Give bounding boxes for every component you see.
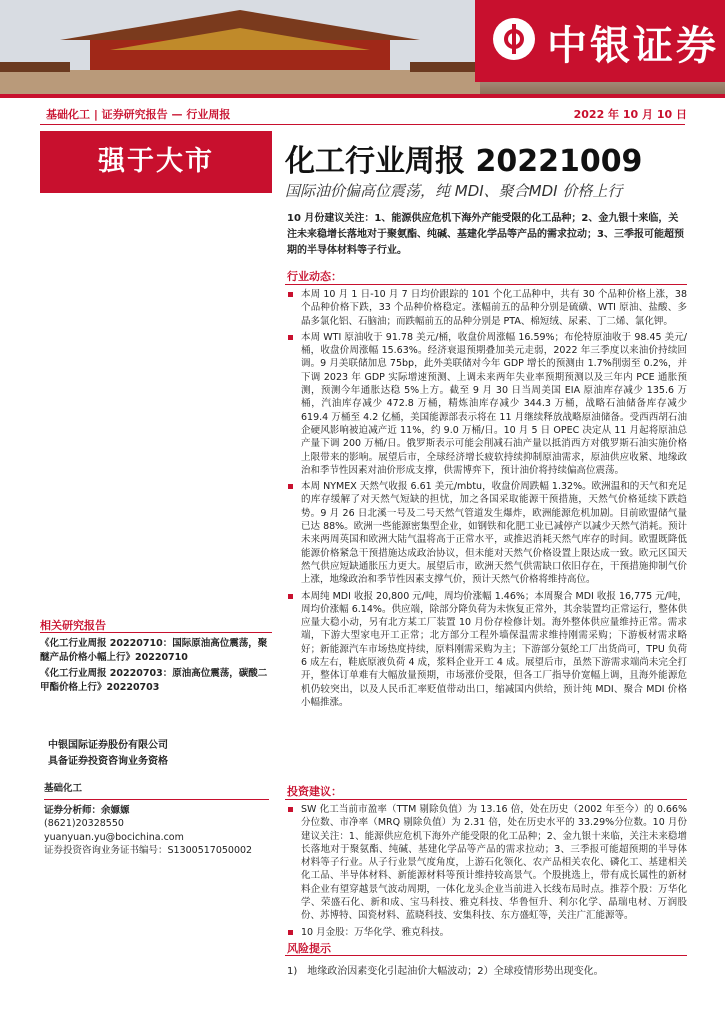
section-divider	[285, 799, 687, 800]
related-reports-heading: 相关研究报告	[40, 619, 106, 632]
summary-paragraph: 10 月份建议关注：1、能源供应危机下海外产能受限的化工品种；2、金九银十来临，关注未来稳增长落地对于聚氨酯、纯碱、基建化学品等产品的需求拉动；3、三季报可能超预期的半导体材料等子行业。	[287, 213, 684, 256]
brand-logo	[475, 0, 725, 82]
report-title: 化工行业周报 20221009	[285, 144, 643, 179]
list-item: SW 化工当前市盈率（TTM 剔除负值）为 13.16 倍，处在历史（2002 年至今）的 0.66%分位数、市净率（MRQ 剔除负值）为 2.31 倍，处在历史水平的 33.29%分位数。10 月份建议关注：1、能源供应危机下海外产能受限的化工品种；2、金九银十来临，关注未来稳增长落地对于聚氨酯、纯碱、基建化学品等产品的需求拉动；3、三季报可能超预期的半导体材料等子行业。从子行业景气度角度，上游石化领化、农产品相关农化、磷化工、基建相关化工品、半导体材料、新能源材料等预计维持较高景气。个股挑选上，带有成长属性的新材料企业有望穿越景气波动周期，一体化龙头企业当前进入长线布局时点。推荐个股：万华化学、荣盛石化、新和成、宝马科技、雅克科技、华鲁恒升、利尔化学、晶瑞电材、万润股份、苏博特、国瓷材料、蓝晓科技、安集科技、东方盛虹等，关注广汇能源等。	[285, 803, 687, 923]
list-item: 本周纯 MDI 收报 20,800 元/吨，周均价涨幅 1.46%；本周聚合 MDI 收报 16,775 元/吨，周均价涨幅 6.14%。供应端，除部分降负荷为未恢复正常外，其余装置均正常运行，整体供应量大稳小动，另有北方某工厂装置 10 月份存检修计划。海外整体供应量维持正常。需求端，下游大型家电开工正常；北方部分工程外墙保温需求维持刚需采购；下游板材需求略好；新能源汽车市场热度持续，原料刚需采购为主；下游部分氨纶工厂出货尚可，TPU 负荷 6 成左右，鞋底原液负荷 4 成，浆料企业开工 4 成。展望后市，虽然下游需求端尚未完全打开，整体订单难有大幅放量预期，市场涨价受限，但各工厂指导价宽幅上调，且海外能源危机仍较突出，以及人民币汇率贬值带动出口，缩减国内供给，预计纯 MDI、聚合 MDI 价格小幅推涨。	[285, 590, 687, 710]
investment-bullet-list	[285, 803, 687, 942]
header-banner-photo	[0, 0, 725, 95]
breadcrumb: 基础化工 | 证券研究报告 — 行业周报	[46, 108, 231, 121]
palace-illustration	[0, 0, 480, 95]
list-item: 本周 NYMEX 天然气收报 6.61 美元/mbtu，收盘价周跌幅 1.32%。欧洲温和的天气和充足的库存缓解了对天然气短缺的担忧，加之各国采取能源干预措施，天然气价格延续下跌趋势。9 月 26 日北溪一号及二号天然气管道发生爆炸，欧洲能源危机加剧。目前欧盟储气量已达 88%。欧洲一些能源密集型企业，如钢铁和化肥工业已减停产以减少天然气消耗。预计未来两周英国和欧洲大陆气温将高于正常水平，或推迟消耗天然气库存的时间。欧盟既降低能源价格紧急干预措施达成政治协议，但未能对天然气价格设置上限达成一致。欧元区国天然气供应短缺通胀压力更大。展望后市，欧洲天然气供需缺口依旧存在，干预措施抑制气价上涨，地缘政治和季节性因素支撑气价，预计天然气价格将维持高位。	[285, 480, 687, 586]
related-report-link[interactable]: 《化工行业周报 20220710：国际原油高位震荡，聚醚产品价格小幅上行》20220710	[40, 638, 268, 663]
list-item: 10 月金股：万华化学、雅克科技。	[285, 926, 687, 939]
header-divider	[0, 94, 725, 98]
divider	[40, 124, 685, 125]
org-qualification: 具备证券投资咨询业务资格	[48, 755, 168, 767]
list-item: 本周 10 月 1 日-10 月 7 日均价跟踪的 101 个化工品种中，共有 30 个品种价格上涨，38 个品种价格下跌，33 个品种价格稳定。涨幅前五的品种分别是硫磺、WTI 原油、盐酸、多晶多氯化铝、石脑油；而跌幅前五的品种分别是 PTA、棉短绒、尿素、丁二烯、氯化钾。	[285, 288, 687, 328]
related-report-link[interactable]: 《化工行业周报 20220703：原油高位震荡，碳酸二甲酯价格上行》20220703	[40, 668, 268, 693]
bank-emblem-icon	[493, 18, 535, 60]
sector-label: 基础化工	[44, 782, 269, 800]
section-heading-risk: 风险提示	[287, 942, 331, 955]
section-heading-investment: 投资建议：	[287, 785, 342, 798]
analyst-email[interactable]: yuanyuan.yu@bocichina.com	[44, 831, 184, 843]
section-divider	[285, 955, 687, 956]
analyst-info	[44, 782, 276, 858]
related-reports-list	[40, 637, 272, 695]
analyst-phone: (8621)20328550	[44, 818, 124, 829]
list-item: 本周 WTI 原油收于 91.78 美元/桶，收盘价周涨幅 16.59%；布伦特原油收于 98.45 美元/桶，收盘价周涨幅 15.63%。经济衰退预期叠加美元走弱，2022 年三季度以来油价持续回调。9 月美联储加息 75bp，此外美联储对今年 GDP 增长的预测由 1.7%削弱至 0.2%，并下调 2023 年 GDP 实际增速预测、上调未来两年失业率预期预测以及三年内 PCE 通胀预测，预测今年通胀达稳 5%上方。截至 9 月 30 日当周美国 EIA 原油库存减少 135.6 万桶，汽油库存减少 472.8 万桶，精炼油库存减少 344.3 万桶，战略石油储备库存减少 619.4 万桶至 4.2 亿桶，美国能源部表示将在 11 月继续释放战略原油储备。受西西胡石油企硬风影响被迫减产近 11%，约 9.0 万桶/日。10 月 5 日 OPEC 决定从 11 月起将原油总产量下调 200 万桶/日。俄罗斯表示可能会削减石油产量以抵消西方对俄罗斯石油实施价格上限带来的影响。展望后市，全球经济增长疲软持续抑制原油需求，原油供应收紧、地缘政治和季节性因素对油价形成支撑，供需博弈下，预计油价将持续偏高位震荡。	[285, 331, 687, 477]
brand-name: 中银证券	[547, 23, 719, 69]
rating-badge: 强于大市	[40, 131, 272, 193]
analyst-label: 证券分析师：	[44, 804, 102, 816]
section-divider	[285, 284, 687, 285]
industry-bullet-list	[285, 288, 687, 712]
risk-text: 1) 地缘政治因素变化引起油价大幅波动；2）全球疫情形势出现变化。	[287, 966, 604, 977]
analyst-cert: 证券投资咨询业务证书编号：S1300517050002	[44, 845, 253, 856]
report-subtitle: 国际油价偏高位震荡，纯 MDI、聚合MDI 价格上行	[285, 182, 623, 200]
divider	[40, 632, 272, 633]
org-info	[48, 738, 273, 769]
analyst-name: 余嫄嫄	[101, 804, 130, 816]
report-date: 2022 年 10 月 10 日	[573, 108, 687, 121]
org-name: 中银国际证券股份有限公司	[48, 740, 168, 751]
section-heading-industry: 行业动态：	[287, 270, 342, 283]
analyst-line	[44, 804, 276, 818]
